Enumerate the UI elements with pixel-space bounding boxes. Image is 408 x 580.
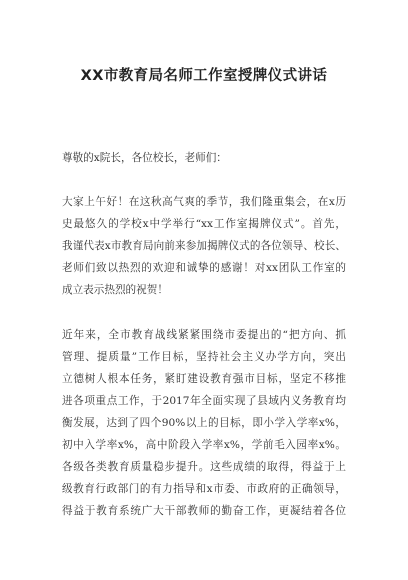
paragraph2-line-9: 得益于教育系统广大干部教师的勤奋工作，更凝结着各位 — [62, 505, 346, 517]
paragraph2-line-2: 管理、提质量”工作目标，坚持社会主义办学方向，突出 — [62, 351, 346, 363]
document-title: XX市教育局名师工作室授牌仪式讲话 — [80, 68, 328, 84]
paragraph2-line-8: 级教育行政部门的有力指导和x市委、市政府的正确领导， — [62, 483, 346, 495]
paragraph2-line-5: 衡发展，达到了四个90%以上的目标，即小学入学率x%， — [62, 417, 346, 429]
paragraph1-line-1: 大家上午好！在这秋高气爽的季节，我们隆重集会，在x历 — [62, 196, 346, 208]
paragraph2-line-3: 立德树人根本任务，紧盯建设教育强市目标，坚定不移推 — [62, 373, 346, 385]
paragraph1-line-2: 史最悠久的学校x中学举行“xx工作室揭牌仪式”。首先， — [62, 218, 346, 230]
paragraph2-line-7: 各级各类教育质量稳步提升。这些成绩的取得，得益于上 — [62, 461, 346, 473]
paragraph1-line-4: 老师们致以热烈的欢迎和诚挚的感谢！对xx团队工作室的 — [62, 262, 346, 274]
paragraph1-line-3: 我谨代表x市教育局向前来参加揭牌仪式的各位领导、校长、 — [62, 240, 346, 252]
paragraph2-line-4: 进各项重点工作，于2017年全面实现了县域内义务教育均 — [62, 395, 346, 407]
paragraph1-line-5: 成立表示热烈的祝贺！ — [62, 284, 168, 296]
paragraph2-line-6: 初中入学率x%，高中阶段入学率x%，学前毛入园率x%。 — [62, 439, 346, 451]
paragraph2-line-1: 近年来，全市教育战线紧紧围绕市委提出的“把方向、抓 — [62, 329, 346, 341]
salutation: 尊敬的x院长，各位校长，老师们： — [62, 152, 227, 164]
